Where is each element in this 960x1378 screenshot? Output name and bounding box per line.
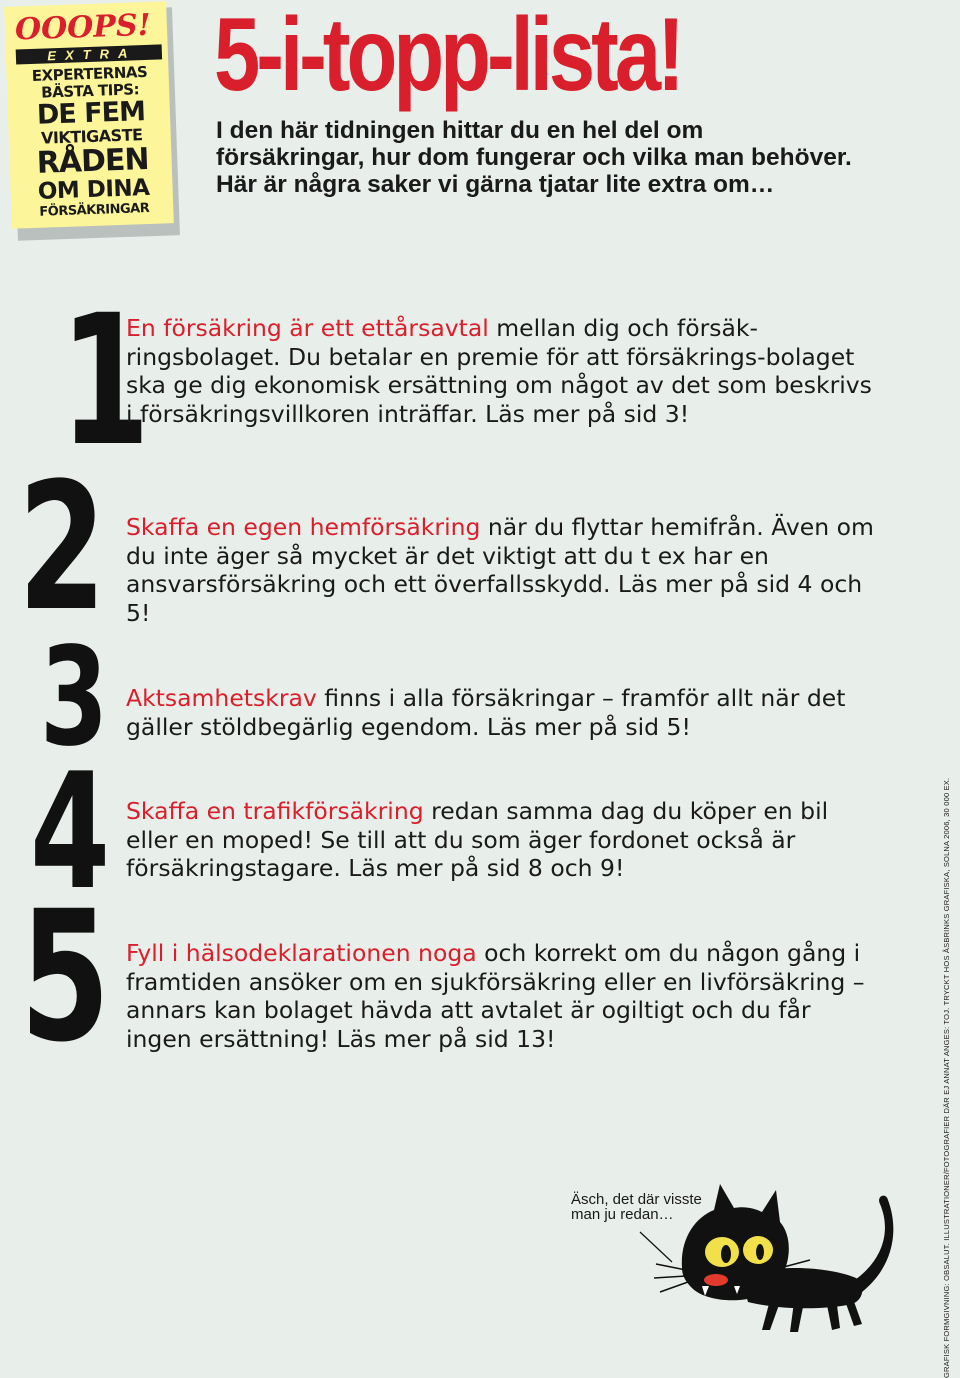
print-credits: GRAFISK FORMGIVNING: OBSALUT. ILLUSTRATIONER/FOTOGRAFIER DÄR EJ ANNAT ANGES: TOJ. TRYCKT HOS ÅSBRINKS GRAFISKA, SOLNA 2006, 30 000 EX. [942, 777, 951, 1378]
sticker-line: RÅDEN [36, 141, 150, 181]
cat-illustration [630, 1170, 910, 1340]
item-text [126, 797, 876, 883]
item-highlight: En försäkring är ett ettårsavtal [126, 314, 489, 342]
item-highlight: Fyll i hälsodeklarationen noga [126, 939, 477, 967]
item-number: 1 [60, 277, 151, 486]
cat-speech-text: Äsch, det där visste man ju redan… [571, 1191, 702, 1223]
item-number: 5 [20, 873, 111, 1082]
sticker-line: OM DINA [37, 174, 150, 205]
item-body: när du flyttar hemifrån. Även om du inte äger så mycket är det viktigt att du t ex har en ansvarsförsäkring och ett överfallsskydd. Läs mer på sid 4 och 5! [126, 513, 874, 627]
item-body: redan samma dag du köper en bil eller en moped! Se till att du som äger fordonet också är försäkringstagare. Läs mer på sid 8 och 9! [126, 797, 829, 882]
item-body: finns i alla försäkringar – framför allt när det gäller stöldbegärlig egendom. Läs mer på sid 5! [126, 684, 846, 741]
sticker-line: VIKTIGASTE [40, 125, 143, 148]
item-text [126, 939, 876, 1053]
item-text [126, 513, 876, 627]
item-number: 2 [18, 445, 107, 650]
item-number: 4 [30, 738, 111, 925]
item-body: mellan dig och försäk-ringsbolaget. Du betalar en premie för att försäkrings-bolaget ska ge dig ekonomisk ersättning om något av det som beskrivs i försäkringsvillkoren inträffar. Läs mer på sid 3! [126, 314, 872, 428]
sticker-line: FÖRSÄKRINGAR [39, 200, 150, 220]
item-highlight: Skaffa en trafikförsäkring [126, 797, 424, 825]
item-text [126, 684, 876, 741]
item-body: och korrekt om du någon gång i framtiden ansöker om en sjukförsäkring eller en livförsäkring – annars kan bolaget hävda att avtalet är ogiltigt och du får ingen ersättning! Läs mer på sid 13! [126, 939, 865, 1053]
sticker-line: BÄSTA TIPS: [40, 80, 140, 102]
sticker-oops: OOOPS! [14, 7, 152, 48]
item-highlight: Skaffa en egen hemförsäkring [126, 513, 481, 541]
page-title: 5-i-topp-lista! [214, 0, 681, 113]
item-text [126, 314, 876, 428]
item-highlight: Aktsamhetskrav [126, 684, 317, 712]
sticker-line: EXPERTERNAS [31, 62, 148, 85]
intro-paragraph: I den här tidningen hittar du en hel del om försäkringar, hur dom fungerar och vilka man behöver. Här är några saker vi gärna tjatar lite extra om… [216, 117, 852, 198]
extra-sticker [4, 1, 174, 229]
sticker-extra-bar: EXTRA [16, 44, 162, 64]
item-number: 3 [40, 619, 109, 777]
sticker-line: DE FEM [36, 96, 146, 131]
